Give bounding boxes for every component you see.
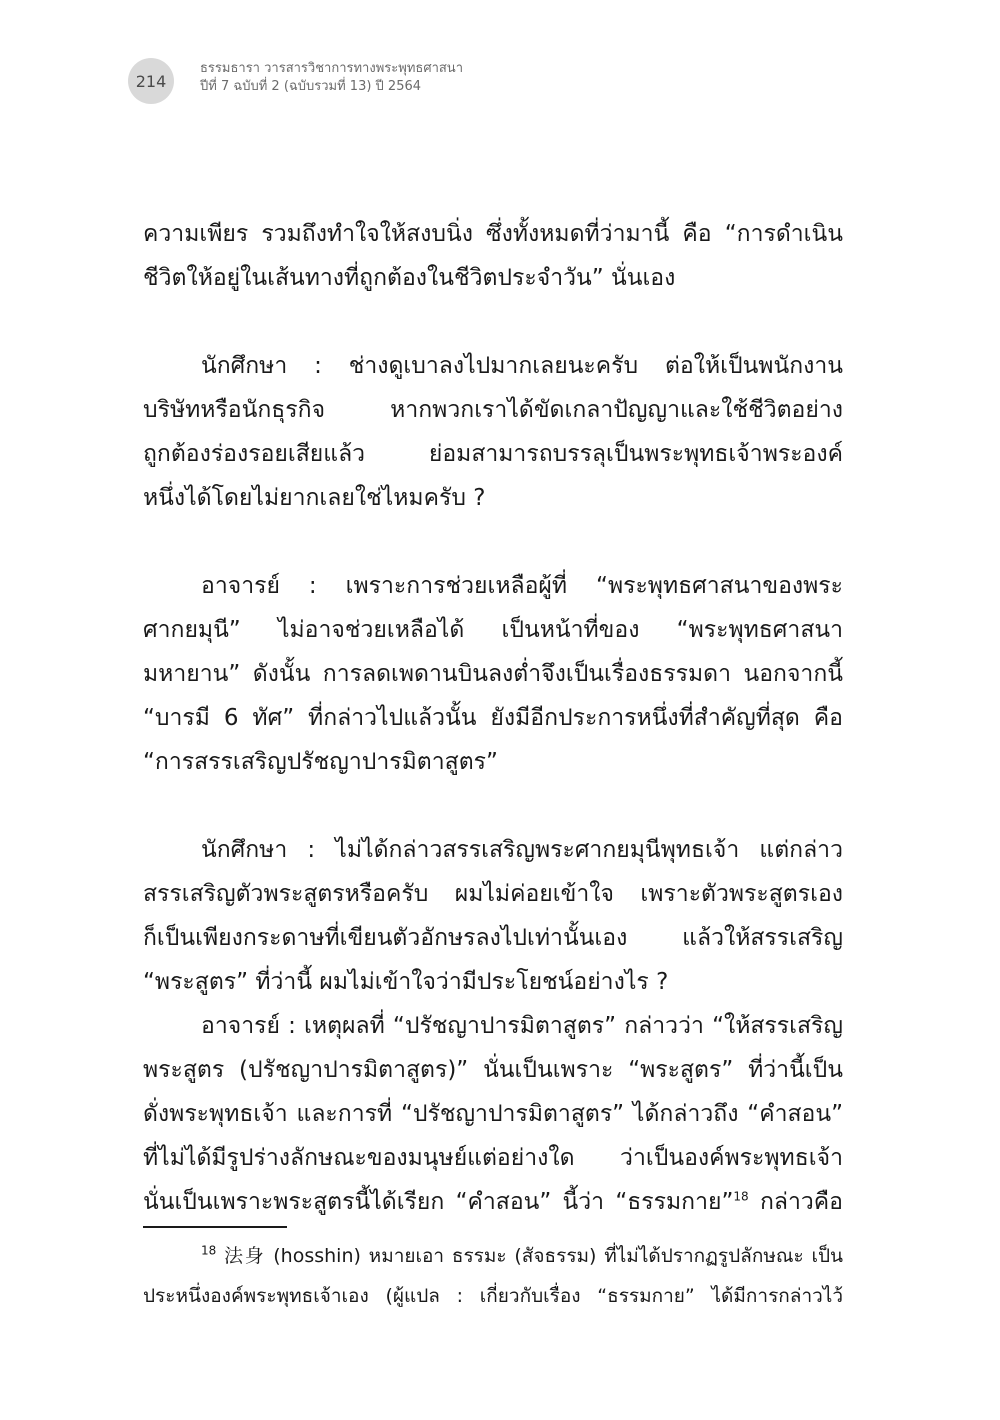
journal-info: [200, 60, 463, 96]
text-line: มหายาน” ดังนั้น การลดเพดานบินลงต่ำจึงเป็นเรื่องธรรมดา นอกจากนี้: [143, 661, 843, 687]
text-line-tail: กล่าวคือ: [748, 1189, 843, 1215]
text-line: พระสูตร (ปรัชญาปารมิตาสูตร)” นั่นเป็นเพราะ “พระสูตร” ที่ว่านี้เป็น: [143, 1057, 843, 1083]
footnote-line: ประหนึ่งองค์พระพุทธเจ้าเอง (ผู้แปล : เกี่ยวกับเรื่อง “ธรรมกาย” ได้มีการกล่าวไว้: [143, 1285, 843, 1307]
footnote-divider: [143, 1226, 287, 1228]
text-line: ชีวิตให้อยู่ในเส้นทางที่ถูกต้องในชีวิตประจำวัน” นั่นเอง: [143, 265, 676, 291]
page-header: [128, 58, 888, 102]
text-line: ถูกต้องร่องรอยเสียแล้ว ย่อมสามารถบรรลุเป็นพระพุทธเจ้าพระองค์: [143, 441, 843, 467]
footnotes: [143, 1236, 843, 1316]
text-line: นักศึกษา : ไม่ได้กล่าวสรรเสริญพระศากยมุนีพุทธเจ้า แต่กล่าว: [201, 837, 843, 863]
text-line: ก็เป็นเพียงกระดาษที่เขียนตัวอักษรลงไปเท่านั้นเอง แล้วให้สรรเสริญ: [143, 925, 843, 951]
text-line: อาจารย์ : เหตุผลที่ “ปรัชญาปารมิตาสูตร” กล่าวว่า “ให้สรรเสริญ: [201, 1013, 843, 1039]
text-line: [143, 1180, 843, 1224]
page-number: 214: [128, 58, 174, 104]
text-line: ศากยมุนี” ไม่อาจช่วยเหลือได้ เป็นหน้าที่ของ “พระพุทธศาสนา: [143, 617, 843, 643]
footnote-line: [143, 1236, 843, 1276]
footnote-text: 法身 (hosshin) หมายเอา ธรรมะ (สัจธรรม) ที่ไม่ได้ปรากฏรูปลักษณะ เป็น: [216, 1245, 843, 1267]
body-text: [143, 212, 843, 1224]
text-line: บริษัทหรือนักธุรกิจ หากพวกเราได้ขัดเกลาปัญญาและใช้ชีวิตอย่าง: [143, 397, 843, 423]
paragraph: [143, 344, 843, 520]
footnote-reference[interactable]: 18: [733, 1189, 749, 1204]
paragraph: [143, 1004, 843, 1224]
text-line-main: นั่นเป็นเพราะพระสูตรนี้ได้เรียก “คำสอน” นี้ว่า “ธรรมกาย”: [143, 1189, 734, 1215]
text-line: “การสรรเสริญปรัชญาปารมิตาสูตร”: [143, 749, 498, 775]
footnote-marker: 18: [201, 1243, 217, 1258]
text-line: อาจารย์ : เพราะการช่วยเหลือผู้ที่ “พระพุทธศาสนาของพระ: [201, 573, 843, 599]
text-line: ความเพียร รวมถึงทำใจให้สงบนิ่ง ซึ่งทั้งหมดที่ว่ามานี้ คือ “การดำเนิน: [143, 221, 843, 247]
text-line: “พระสูตร” ที่ว่านี้ ผมไม่เข้าใจว่ามีประโยชน์อย่างไร ?: [143, 969, 669, 995]
text-line: ที่ไม่ได้มีรูปร่างลักษณะของมนุษย์แต่อย่างใด ว่าเป็นองค์พระพุทธเจ้า: [143, 1145, 843, 1171]
text-line: “บารมี 6 ทัศ” ที่กล่าวไปแล้วนั้น ยังมีอีกประการหนึ่งที่สำคัญที่สุด คือ: [143, 705, 843, 731]
paragraph: [143, 564, 843, 784]
journal-title: ธรรมธารา วารสารวิชาการทางพระพุทธศาสนา: [200, 61, 463, 76]
text-line: หนึ่งได้โดยไม่ยากเลยใช่ไหมครับ ?: [143, 485, 486, 511]
text-line: สรรเสริญตัวพระสูตรหรือครับ ผมไม่ค่อยเข้าใจ เพราะตัวพระสูตรเอง: [143, 881, 843, 907]
text-line: นักศึกษา : ช่างดูเบาลงไปมากเลยนะครับ ต่อให้เป็นพนักงาน: [201, 353, 843, 379]
journal-issue: ปีที่ 7 ฉบับที่ 2 (ฉบับรวมที่ 13) ปี 2564: [200, 79, 422, 94]
paragraph: [143, 212, 843, 300]
text-line: ดั่งพระพุทธเจ้า และการที่ “ปรัชญาปารมิตาสูตร” ได้กล่าวถึง “คำสอน”: [143, 1101, 843, 1127]
paragraph: [143, 828, 843, 1004]
